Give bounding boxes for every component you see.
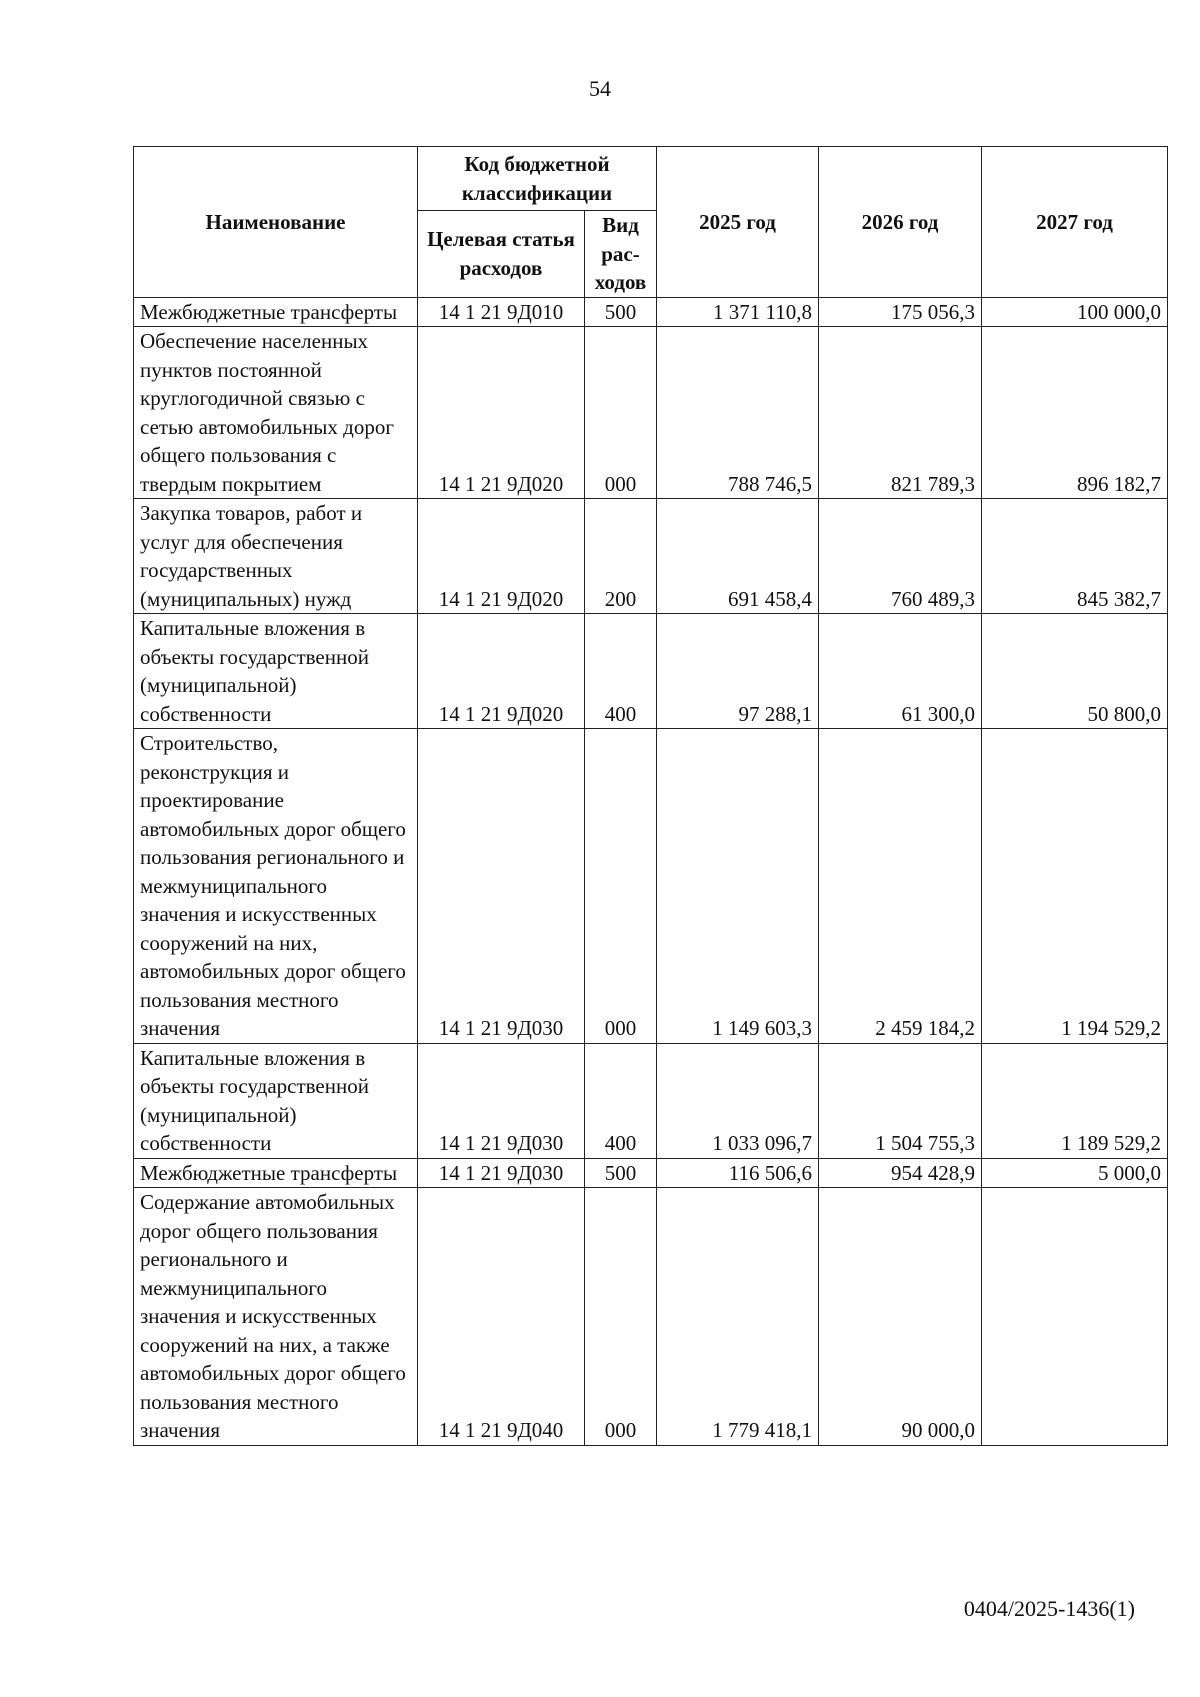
row-target-article: 14 1 21 9Д020 xyxy=(418,499,585,614)
row-target-article: 14 1 21 9Д020 xyxy=(418,614,585,729)
row-value-2026: 2 459 184,2 xyxy=(819,729,982,1044)
row-value-2026: 175 056,3 xyxy=(819,297,982,327)
row-name: Строительство, реконструкция и проектирование автомобильных дорог общего пользования регионального и межмуниципального значения и искусственных сооружений на них, автомобильных дорог общего пользования местного значения xyxy=(134,729,418,1044)
row-expense-type: 200 xyxy=(585,499,657,614)
budget-table xyxy=(133,146,1168,1446)
row-target-article: 14 1 21 9Д020 xyxy=(418,327,585,499)
header-year-2026: 2026 год xyxy=(819,147,982,298)
header-name: Наименование xyxy=(134,147,418,298)
row-expense-type: 000 xyxy=(585,327,657,499)
row-value-2026: 821 789,3 xyxy=(819,327,982,499)
row-expense-type: 500 xyxy=(585,1158,657,1188)
row-value-2026: 954 428,9 xyxy=(819,1158,982,1188)
row-name: Межбюджетные трансферты xyxy=(134,297,418,327)
header-year-2027: 2027 год xyxy=(982,147,1168,298)
row-name: Закупка товаров, работ и услуг для обеспечения государственных (муниципальных) нужд xyxy=(134,499,418,614)
header-row-top xyxy=(134,147,1168,211)
row-name: Межбюджетные трансферты xyxy=(134,1158,418,1188)
row-value-2027: 5 000,0 xyxy=(982,1158,1168,1188)
table-row xyxy=(134,327,1168,499)
row-expense-type: 000 xyxy=(585,729,657,1044)
row-value-2025: 1 779 418,1 xyxy=(657,1188,819,1446)
row-expense-type: 400 xyxy=(585,1043,657,1158)
row-value-2027: 50 800,0 xyxy=(982,614,1168,729)
row-expense-type: 000 xyxy=(585,1188,657,1446)
row-value-2025: 691 458,4 xyxy=(657,499,819,614)
row-value-2027: 100 000,0 xyxy=(982,297,1168,327)
table-row xyxy=(134,614,1168,729)
row-value-2025: 788 746,5 xyxy=(657,327,819,499)
row-target-article: 14 1 21 9Д030 xyxy=(418,729,585,1044)
header-expense-type: Вид рас-ходов xyxy=(585,211,657,298)
page-number: 54 xyxy=(589,76,611,101)
row-name: Капитальные вложения в объекты государственной (муниципальной) собственности xyxy=(134,1043,418,1158)
row-value-2025: 97 288,1 xyxy=(657,614,819,729)
row-value-2026: 1 504 755,3 xyxy=(819,1043,982,1158)
row-value-2026: 90 000,0 xyxy=(819,1188,982,1446)
row-value-2027: 896 182,7 xyxy=(982,327,1168,499)
row-value-2027: 1 194 529,2 xyxy=(982,729,1168,1044)
table-row xyxy=(134,1188,1168,1446)
table-row xyxy=(134,729,1168,1044)
table-row xyxy=(134,499,1168,614)
row-value-2027 xyxy=(982,1188,1168,1446)
table-body xyxy=(134,297,1168,1445)
table-row xyxy=(134,1158,1168,1188)
row-expense-type: 500 xyxy=(585,297,657,327)
row-expense-type: 400 xyxy=(585,614,657,729)
table-row xyxy=(134,297,1168,327)
row-target-article: 14 1 21 9Д010 xyxy=(418,297,585,327)
row-value-2026: 61 300,0 xyxy=(819,614,982,729)
row-value-2027: 845 382,7 xyxy=(982,499,1168,614)
row-target-article: 14 1 21 9Д030 xyxy=(418,1158,585,1188)
row-value-2025: 116 506,6 xyxy=(657,1158,819,1188)
row-name: Содержание автомобильных дорог общего пользования регионального и межмуниципального значения и искусственных сооружений на них, а также автомобильных дорог общего пользования местного значения xyxy=(134,1188,418,1446)
row-value-2026: 760 489,3 xyxy=(819,499,982,614)
row-value-2025: 1 149 603,3 xyxy=(657,729,819,1044)
row-name: Обеспечение населенных пунктов постоянной круглогодичной связью с сетью автомобильных дорог общего пользования с твердым покрытием xyxy=(134,327,418,499)
row-value-2027: 1 189 529,2 xyxy=(982,1043,1168,1158)
row-value-2025: 1 033 096,7 xyxy=(657,1043,819,1158)
row-value-2025: 1 371 110,8 xyxy=(657,297,819,327)
table-row xyxy=(134,1043,1168,1158)
row-name: Капитальные вложения в объекты государственной (муниципальной) собственности xyxy=(134,614,418,729)
document-id: 0404/2025-1436(1) xyxy=(963,1596,1135,1621)
header-target-article: Целевая статья расходов xyxy=(418,211,585,298)
row-target-article: 14 1 21 9Д040 xyxy=(418,1188,585,1446)
row-target-article: 14 1 21 9Д030 xyxy=(418,1043,585,1158)
header-code-group: Код бюджетной классификации xyxy=(418,147,657,211)
header-year-2025: 2025 год xyxy=(657,147,819,298)
